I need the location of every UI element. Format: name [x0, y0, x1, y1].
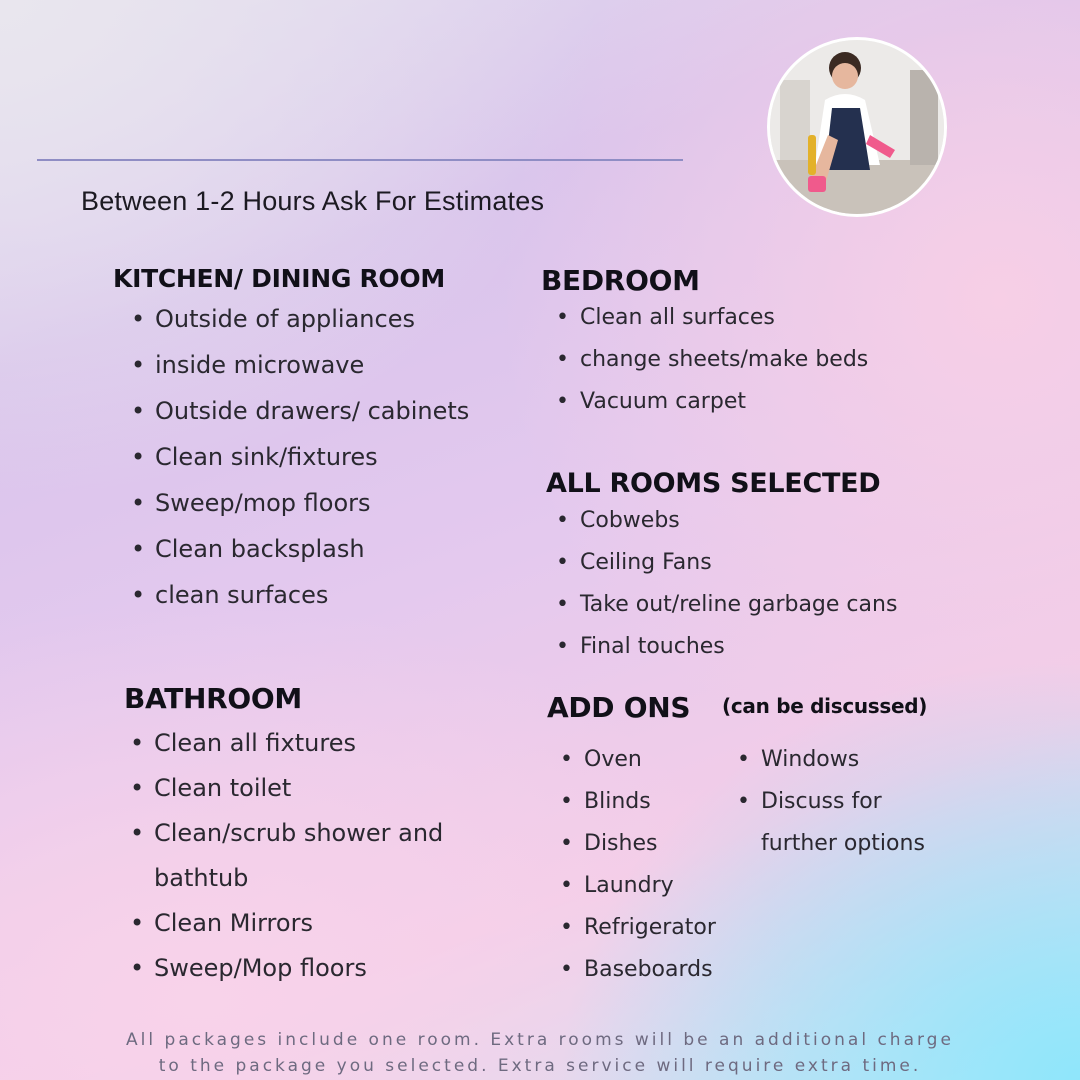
list-item: • Clean backsplash: [131, 534, 469, 580]
list-item: • Ceiling Fans: [556, 548, 897, 590]
list-item: • Refrigerator: [560, 913, 716, 955]
bathroom-heading: BATHROOM: [124, 682, 303, 715]
list-item: • change sheets/make beds: [556, 345, 868, 387]
footer-note: [0, 1027, 1080, 1079]
list-item: • Clean Mirrors: [130, 901, 490, 946]
add-ons-list: [560, 745, 716, 997]
add-ons-note: (can be discussed): [722, 694, 928, 718]
all-rooms-heading: ALL ROOMS SELECTED: [546, 468, 881, 499]
list-item: • Outside of appliances: [131, 304, 469, 350]
list-item: • Windows: [737, 745, 957, 787]
footer-line-2: to the package you selected. Extra service will require extra time.: [158, 1056, 922, 1076]
list-item: • Sweep/mop floors: [131, 488, 469, 534]
divider-line: [37, 159, 683, 161]
kitchen-heading: KITCHEN/ DINING ROOM: [113, 264, 445, 293]
list-item: • clean surfaces: [131, 580, 469, 626]
list-item: • Clean all fixtures: [130, 721, 490, 766]
cleaner-photo-icon: [770, 40, 944, 214]
list-item: • Oven: [560, 745, 716, 787]
add-ons-list-2: [737, 745, 957, 871]
subtitle: Between 1-2 Hours Ask For Estimates: [81, 186, 545, 216]
list-item: • Cobwebs: [556, 506, 897, 548]
list-item: • Vacuum carpet: [556, 387, 868, 429]
list-item: • Baseboards: [560, 955, 716, 997]
list-item: • Blinds: [560, 787, 716, 829]
list-item: • Clean sink/fixtures: [131, 442, 469, 488]
footer-line-1: All packages include one room. Extra rooms will be an additional charge: [126, 1030, 954, 1050]
list-item: • Discuss for further options: [737, 781, 957, 865]
cleaner-photo: [767, 37, 947, 217]
list-item: • Take out/reline garbage cans: [556, 590, 897, 632]
list-item: • Laundry: [560, 871, 716, 913]
list-item: • Clean toilet: [130, 766, 490, 811]
bedroom-heading: BEDROOM: [541, 264, 700, 297]
bedroom-list: [556, 303, 868, 429]
list-item: • Dishes: [560, 829, 716, 871]
list-item: • Outside drawers/ cabinets: [131, 396, 469, 442]
all-rooms-list: [556, 506, 897, 674]
list-item: • Final touches: [556, 632, 897, 674]
list-item: • Clean all surfaces: [556, 303, 868, 345]
list-item: • inside microwave: [131, 350, 469, 396]
bathroom-list: [130, 721, 490, 991]
kitchen-list: [131, 304, 469, 626]
list-item: • Clean/scrub shower and bathtub: [130, 811, 490, 901]
list-item: • Sweep/Mop floors: [130, 946, 490, 991]
add-ons-heading: ADD ONS: [547, 691, 691, 724]
